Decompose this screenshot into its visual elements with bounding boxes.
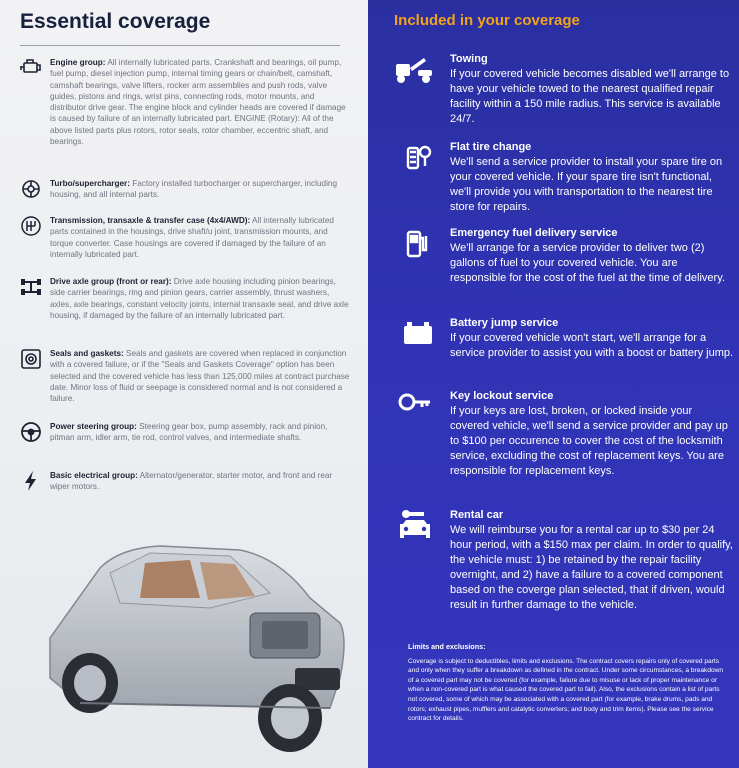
- transmission-icon: [20, 215, 42, 237]
- battery-jump-heading: Battery jump service: [450, 317, 559, 329]
- fuel-delivery-heading: Emergency fuel delivery service: [450, 227, 618, 239]
- basic-electrical-text: Alternator/generator, starter motor, and front and rear wiper motors.: [50, 471, 333, 492]
- included-coverage-panel: [368, 0, 739, 768]
- fuel-pump-icon: [394, 226, 434, 262]
- battery-icon: [394, 316, 434, 352]
- seals-gaskets-text: Seals and gaskets are covered when replaced in conjunction with a covered failure, or if the "Seals and Gaskets Coverage" option has been selected and the covered vehicle has less than 125,000 miles at contract purchase date. Minor loss of fluid or seepage is considered normal and is not considered a failure.: [50, 349, 350, 404]
- fuel-delivery-text: We'll arrange for a service provider to deliver two (2) gallons of fuel to your covered vehicle. You are responsible for the cost of the fuel at the time of delivery.: [450, 242, 725, 284]
- drive-axle-icon: [20, 276, 42, 298]
- flat-tire-icon: [394, 140, 434, 176]
- key-lockout-heading: Key lockout service: [450, 390, 554, 402]
- limits-text: Coverage is subject to deductibles, limits and exclusions. The contract covers repairs only of covered parts and only when they suffer a breakdown as defined in the contract. Under some circumstances, a breakdown of a covered part may not be covered (for example, failure due to misuse or lack of proper maintenance or when a non-covered part is what caused the covered part to fail). Also, the exclusions contain a list of parts not covered, some of which may be associated with a covered part (for example, brake drums, pads and rotors; exhaust pipes, mufflers and catalytic converters; and body and trim items). Please see the service contract for details.: [408, 657, 724, 723]
- drive-axle-text: Drive axle housing including pinion bearings, side carrier bearings, ring and pinion gears, carrier assembly, thrust washers, axles, axle bearings, constant velocity joints, internal transaxle seal, and drive axle housing, if damaged by the failure of an internally lubricated part.: [50, 277, 349, 320]
- transmission-label: Transmission, transaxle & transfer case (4x4/AWD):: [50, 216, 251, 225]
- title-divider: [20, 45, 340, 46]
- flat-tire-heading: Flat tire change: [450, 141, 532, 153]
- engine-group-text: All internally lubricated parts. Crankshaft and bearings, oil pump, fuel pump, diesel injection pump, internal timing gears or chain/belt, camshaft, camshaft bearings, valve lifters, rocker arm assemblies and push rods, valve guides, pistons and rings, wrist pins, connecting rods, motor mounts, and distributor drive gear. The engine block and cylinder heads are covered if damage is caused by failure of an internally lubricated part. ENGINE (Rotary): All of the above listed parts plus rotors, rotor seals, rotor chamber, eccentric shaft, and bearings.: [50, 58, 346, 147]
- seal-icon: [20, 348, 42, 370]
- power-steering-label: Power steering group:: [50, 422, 137, 431]
- towing-heading: Towing: [450, 53, 488, 65]
- included-coverage-title: Included in your coverage: [394, 12, 580, 29]
- car-cutaway-illustration: [40, 528, 350, 758]
- steering-wheel-icon: [20, 421, 42, 443]
- engine-icon: [20, 57, 42, 79]
- limits-exclusions: [408, 642, 728, 724]
- rental-car-text: We will reimburse you for a rental car up to $30 per 24 hour period, with a $150 max per claim. In order to qualify, the vehicle must: 1) be retained by the repair facility overnight, and 2) have a failure to a covered component based on the coverge plan selected, that if driven, would result in further damage to the vehicle.: [450, 524, 733, 611]
- key-lockout-text: If your keys are lost, broken, or locked inside your covered vehicle, we'll send a service provider and pay up to $100 per occurence to cover the cost of the locksmith service, excluding the cost of replacement keys. You are responsible for replacement keys.: [450, 405, 728, 477]
- turbo-label: Turbo/supercharger:: [50, 179, 130, 188]
- key-icon: [394, 389, 434, 425]
- limits-heading: Limits and exclusions:: [408, 642, 486, 651]
- drive-axle-label: Drive axle group (front or rear):: [50, 277, 172, 286]
- flat-tire-text: We'll send a service provider to install your spare tire on your covered vehicle. If your spare tire isn't functional, we'll provide you with transportation to the nearest tire store for repairs.: [450, 156, 723, 213]
- rental-car-heading: Rental car: [450, 509, 504, 521]
- tow-truck-icon: [394, 52, 434, 88]
- basic-electrical-label: Basic electrical group:: [50, 471, 138, 480]
- lightning-icon: [20, 470, 42, 492]
- seals-gaskets-label: Seals and gaskets:: [50, 349, 124, 358]
- power-steering-text: Steering gear box, pump assembly, rack and pinion, pitman arm, idler arm, tie rod, control valves, and intermediate shafts.: [50, 422, 328, 443]
- towing-text: If your covered vehicle becomes disabled we'll arrange to have your vehicle towed to the nearest qualified repair facility within a 150 mile radius. This service is available 24/7.: [450, 68, 730, 125]
- essential-coverage-panel: [0, 0, 368, 768]
- turbo-text: Factory installed turbocharger or supercharger, including housing, and all internal parts.: [50, 179, 337, 200]
- battery-jump-text: If your covered vehicle won't start, we'll arrange for a service provider to assist you with a boost or battery jump.: [450, 332, 734, 359]
- turbo-icon: [20, 178, 42, 200]
- transmission-text: All internally lubricated parts contained in the housings, drive shaft/u joint, transmission mounts, and torque converter. Case housings are covered if damaged by the failure of an internally lubricated part.: [50, 216, 334, 259]
- engine-group-label: Engine group:: [50, 58, 106, 67]
- rental-car-icon: [394, 508, 434, 544]
- essential-coverage-title: Essential coverage: [20, 10, 211, 33]
